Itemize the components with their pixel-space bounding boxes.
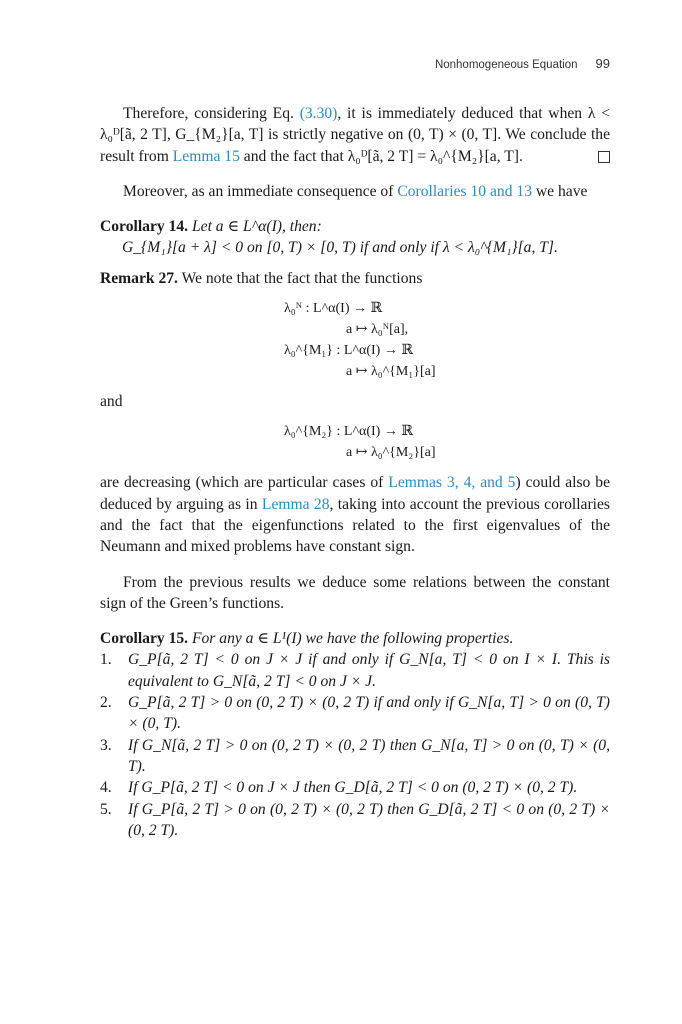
- remark-27-text: We note that the fact that the functions: [181, 269, 423, 287]
- paragraph-proof-end: Therefore, considering Eq. (3.30), it is immediately deduced that when λ < λ₀ᴰ[ã, 2 T], G_{M₂}[a, T] is strictly negative on (0, T) × (0, T]. We conclude the result from Lemma 15 and the fact that λ₀ᴰ[ã, 2 T] = λ₀^{M₂}[a, T].: [100, 105, 610, 165]
- map3-rule: a ↦ λ₀^{M₂}[a]: [346, 445, 436, 461]
- list-item: 1. G_P[ã, 2 T] < 0 on J × J if and only if G_N[a, T] < 0 on I × I. This is equivalent to G_N[ã, 2 T] < 0 on J × J.: [100, 651, 610, 690]
- lemmas-ref-link[interactable]: Lemmas 3, 4, and 5: [388, 474, 516, 492]
- and-word: and: [100, 393, 123, 411]
- corollary-14: [100, 216, 610, 259]
- running-head: [435, 56, 610, 71]
- corollaries-ref-link[interactable]: Corollaries 10 and 13: [397, 182, 533, 200]
- list-item: 5. If G_P[ã, 2 T] > 0 on (0, 2 T) × (0, 2 T) then G_D[ã, 2 T] < 0 on (0, 2 T) × (0, 2 T).: [100, 800, 610, 839]
- corollary-14-title: Corollary 14.: [100, 218, 189, 236]
- corollary-15: [100, 628, 610, 841]
- qed-square-icon: [598, 151, 610, 163]
- paragraph-decreasing: are decreasing (which are particular cases of Lemmas 3, 4, and 5) could also be deduced by arguing as in Lemma 28, taking into account the previous corollaries and the fact that the eigenfunctions related to the first eigenvalues of the Neumann and mixed problems have constant sign.: [100, 474, 610, 556]
- page-body: [100, 103, 610, 841]
- corollary-14-lead: Let a ∈ L^α(I), then:: [191, 218, 322, 236]
- lemma-ref-link[interactable]: Lemma 15: [172, 147, 240, 165]
- map3-definition: λ₀^{M₂} : L^α(I) → ℝ: [284, 424, 413, 440]
- list-item: 2. G_P[ã, 2 T] > 0 on (0, 2 T) × (0, 2 T) if and only if G_N[a, T] > 0 on (0, T) × (0, T).: [100, 694, 610, 733]
- map2-rule: a ↦ λ₀^{M₁}[a]: [346, 364, 436, 380]
- corollary-15-lead: For any a ∈ L¹(I) we have the following properties.: [191, 630, 514, 648]
- running-title: Nonhomogeneous Equation: [434, 59, 578, 71]
- remark-27-title: Remark 27.: [100, 269, 178, 287]
- paragraph-moreover: Moreover, as an immediate consequence of Corollaries 10 and 13 we have: [123, 182, 588, 200]
- display-maps-1: [100, 298, 610, 382]
- corollary-15-title: Corollary 15.: [100, 630, 189, 648]
- map1-rule: a ↦ λ₀ᴺ[a],: [346, 322, 409, 338]
- lemma-28-ref-link[interactable]: Lemma 28: [261, 495, 330, 513]
- list-item: 3. If G_N[ã, 2 T] > 0 on (0, 2 T) × (0, 2 T) then G_N[a, T] > 0 on (0, T) × (0, T).: [100, 736, 610, 775]
- corollary-14-statement: G_{M₁}[a + λ] < 0 on [0, T) × [0, T) if and only if λ < λ₀^{M₁}[a, T].: [122, 239, 558, 257]
- display-maps-2: [100, 421, 610, 463]
- paragraph-previous-results: From the previous results we deduce some relations between the constant sign of the Green’s functions.: [100, 573, 610, 612]
- list-item: 4. If G_P[ã, 2 T] < 0 on J × J then G_D[ã, 2 T] < 0 on (0, 2 T) × (0, 2 T).: [100, 779, 578, 797]
- equation-ref-link[interactable]: (3.30): [299, 105, 338, 122]
- map2-definition: λ₀^{M₁} : L^α(I) → ℝ: [284, 343, 413, 359]
- page-number: 99: [595, 56, 610, 71]
- property-list: [100, 649, 610, 841]
- remark-27: [100, 268, 610, 464]
- map1-definition: λ₀ᴺ : L^α(I) → ℝ: [284, 301, 383, 317]
